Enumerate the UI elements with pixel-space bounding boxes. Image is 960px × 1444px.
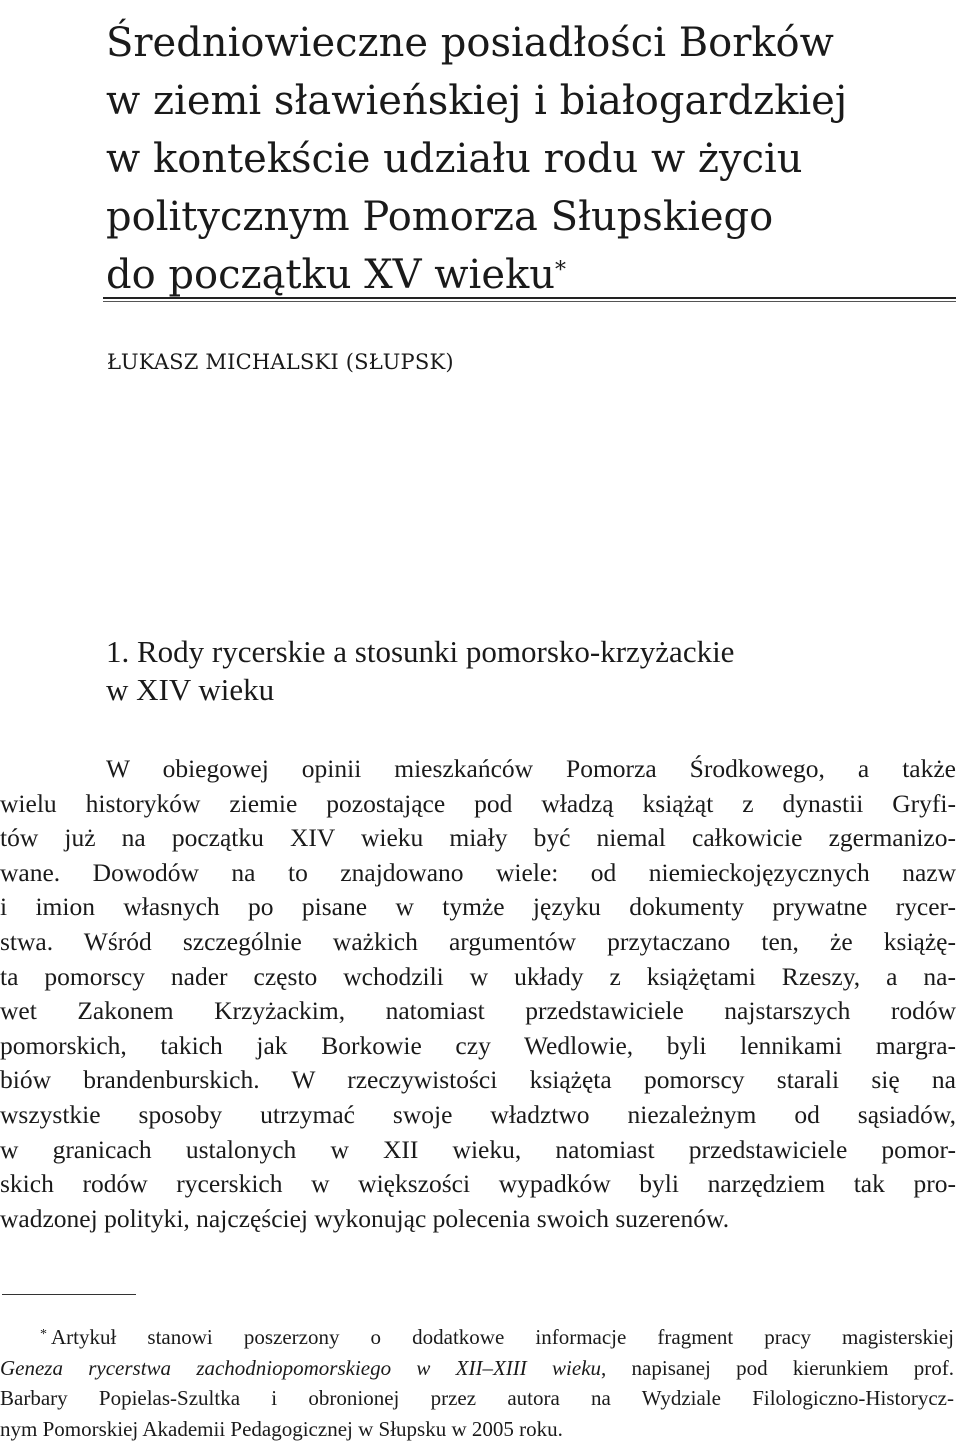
body-paragraph [0,752,960,1236]
footnote-line: Barbary Popielas-Szultka i obronionej przez autora na Wydziale Filologiczno-Historycz- [0,1386,954,1411]
body-line: wane. Dowodów na to znajdowano wiele: od niemieckojęzycznych nazw [0,857,956,887]
body-line: skich rodów rycerskich w większości wypadków byli narzędziem tak pro- [0,1169,956,1199]
footnote-mark: * [40,1327,47,1342]
title-line: politycznym Pomorza Słupskiego [106,194,774,240]
body-line: stwa. Wśród szczególnie ważkich argumentów przytaczano ten, że książę- [0,926,956,956]
body-line-last: wadzonej polityki, najczęściej wykonując polecenia swoich suzerenów. [0,1203,730,1233]
cited-thesis-title: Geneza rycerstwa zachodniopomorskiego w XII–XIII wieku [0,1355,602,1380]
title-line: w kontekście udziału rodu w życiu [106,136,803,182]
author-byline: ŁUKASZ MICHALSKI (SŁUPSK) [107,350,454,374]
body-line: wet Zakonem Krzyżackim, natomiast przedstawiciele najstarszych rodów [0,996,956,1026]
body-line: biów brandenburskich. W rzeczywistości książęta pomorscy starali się na [0,1065,956,1095]
body-line: pomorskich, takich jak Borkowie czy Wedlowie, byli lennikami margra- [0,1030,956,1060]
footnote-text: Artykuł stanowi poszerzony o dodatkowe informacje fragment pracy magisterskiej [51,1325,954,1349]
article-title [106,14,946,304]
footnote [0,1322,960,1444]
footnote-line [0,1322,954,1353]
body-line: i imion własnych po pisane w tymże języku dokumenty prywatne rycer- [0,892,956,922]
title-line-text: do początku XV wieku [106,252,555,298]
footnote-rule [2,1294,136,1295]
footnote-line-last: nym Pomorskiej Akademii Pedagogicznej w Słupsku w 2005 roku. [0,1416,563,1441]
title-footnote-mark[interactable]: * [554,258,566,283]
body-line: W obiegowej opinii mieszkańców Pomorza Środkowego, a także [106,754,956,783]
body-line: tów już na początku XIV wieku miały być niemal całkowicie zgermanizo- [0,823,956,853]
title-line: Średniowieczne posiadłości Borków [106,20,834,66]
section-heading-line: w XIV wieku [106,672,275,707]
title-rule [103,297,956,302]
body-line: w granicach ustalonych w XII wieku, natomiast przedstawiciele pomor- [0,1134,956,1164]
section-heading-line: 1. Rody rycerskie a stosunki pomorsko-krzyżackie [106,634,735,669]
footnote-line [0,1353,954,1384]
footnote-text: , napisanej pod kierunkiem prof. [601,1355,954,1380]
title-line-last [106,246,946,304]
body-line: wszystkie sposoby utrzymać swoje władztwo niezależnym od sąsiadów, [0,1099,956,1129]
body-line: ta pomorscy nader często wchodzili w układy z książętami Rzeszy, a na- [0,961,956,991]
section-heading [106,633,734,709]
body-line: wielu historyków ziemie pozostające pod władzą książąt z dynastii Gryfi- [0,788,956,818]
title-line: w ziemi sławieńskiej i białogardzkiej [106,78,848,124]
